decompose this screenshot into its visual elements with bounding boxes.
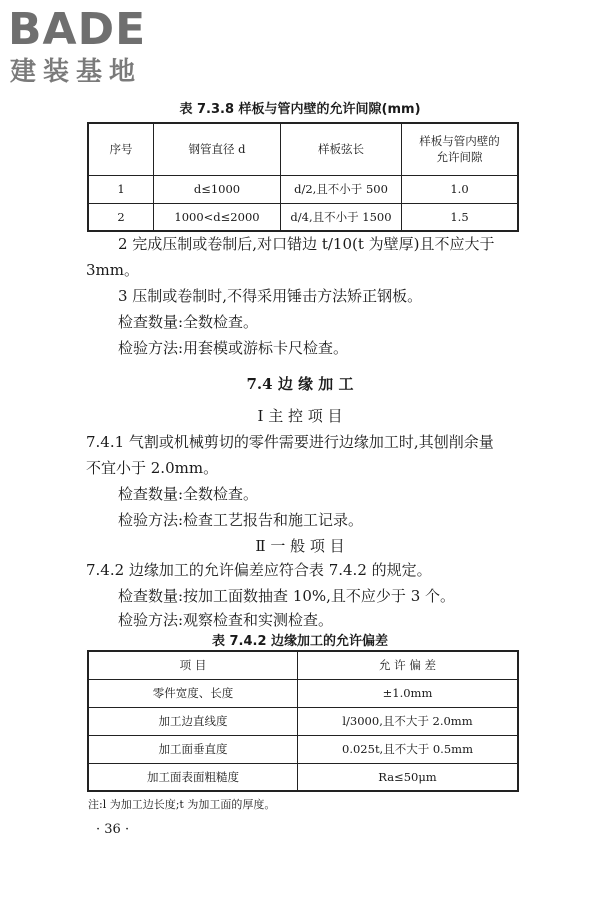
table-cell: d/4,且不小于 1500: [281, 203, 402, 231]
logo-wordmark: BADE: [8, 4, 147, 55]
logo-chinese-name: 建装基地: [10, 57, 143, 87]
subsection-title-1: Ⅰ 主 控 项 目: [257, 407, 343, 425]
table-cell: d≤1000: [154, 175, 281, 203]
table-cell: 1.0: [402, 175, 519, 203]
table-header-row: [88, 651, 518, 679]
table-header-cell: 序号: [88, 123, 154, 175]
table1: [87, 122, 519, 232]
table-row: [88, 763, 518, 791]
table-row: [88, 175, 518, 203]
table-cell: Ra≤50μm: [298, 763, 519, 791]
check-method-3: 检验方法:观察检查和实测检查。: [118, 611, 334, 629]
table-cell: 加工面垂直度: [88, 735, 298, 763]
table-cell: 零件宽度、长度: [88, 679, 298, 707]
subsection-title-2: Ⅱ 一 般 项 目: [255, 537, 345, 555]
table-cell: d/2,且不小于 500: [281, 175, 402, 203]
table-header-cell: 样板与管内壁的允许间隙: [402, 123, 519, 175]
table-header-cell: 允 许 偏 差: [298, 651, 519, 679]
clause-7-4-2: 7.4.2 边缘加工的允许偏差应符合表 7.4.2 的规定。: [86, 561, 432, 579]
table-cell: ±1.0mm: [298, 679, 519, 707]
table-row: [88, 203, 518, 231]
clause-7-4-1-line-2: 不宜小于 2.0mm。: [86, 459, 219, 477]
table-row: [88, 679, 518, 707]
table-header-cell: 钢管直径 d: [154, 123, 281, 175]
table2-caption: 表 7.4.2 边缘加工的允许偏差: [211, 634, 389, 649]
bade-logo: [8, 4, 178, 96]
table-cell: 1: [88, 175, 154, 203]
table-cell: 加工边直线度: [88, 707, 298, 735]
table2-note: 注:l 为加工边长度;t 为加工面的厚度。: [88, 798, 276, 811]
table2: [87, 650, 519, 792]
table-cell: l/3000,且不大于 2.0mm: [298, 707, 519, 735]
clause-7-4-1-line-1: 7.4.1 气割或机械剪切的零件需要进行边缘加工时,其刨削余量: [86, 433, 494, 451]
check-method-2: 检验方法:检查工艺报告和施工记录。: [118, 511, 364, 529]
table-header-row: [88, 123, 518, 175]
table-header-cell: 样板弦长: [281, 123, 402, 175]
table-row: [88, 735, 518, 763]
table-cell: 2: [88, 203, 154, 231]
table-row: [88, 707, 518, 735]
check-method-1: 检验方法:用套模或游标卡尺检查。: [118, 339, 349, 357]
item-3: 3 压制或卷制时,不得采用锤击方法矫正钢板。: [118, 287, 423, 305]
table-cell: 1000<d≤2000: [154, 203, 281, 231]
table-cell: 加工面表面粗糙度: [88, 763, 298, 791]
item-2-line-2: 3mm。: [86, 261, 139, 279]
section-title: 7.4 边 缘 加 工: [246, 375, 354, 393]
table-header-cell: 项 目: [88, 651, 298, 679]
check-quantity-1: 检查数量:全数检查。: [118, 313, 259, 331]
page-number: · 36 ·: [96, 822, 130, 837]
check-quantity-2: 检查数量:全数检查。: [118, 485, 259, 503]
check-quantity-3: 检查数量:按加工面数抽查 10%,且不应少于 3 个。: [118, 587, 456, 605]
table1-caption: 表 7.3.8 样板与管内壁的允许间隙(mm): [179, 102, 421, 117]
item-2-line-1: 2 完成压制或卷制后,对口错边 t/10(t 为壁厚)且不应大于: [118, 235, 495, 253]
table-cell: 1.5: [402, 203, 519, 231]
table-cell: 0.025t,且不大于 0.5mm: [298, 735, 519, 763]
